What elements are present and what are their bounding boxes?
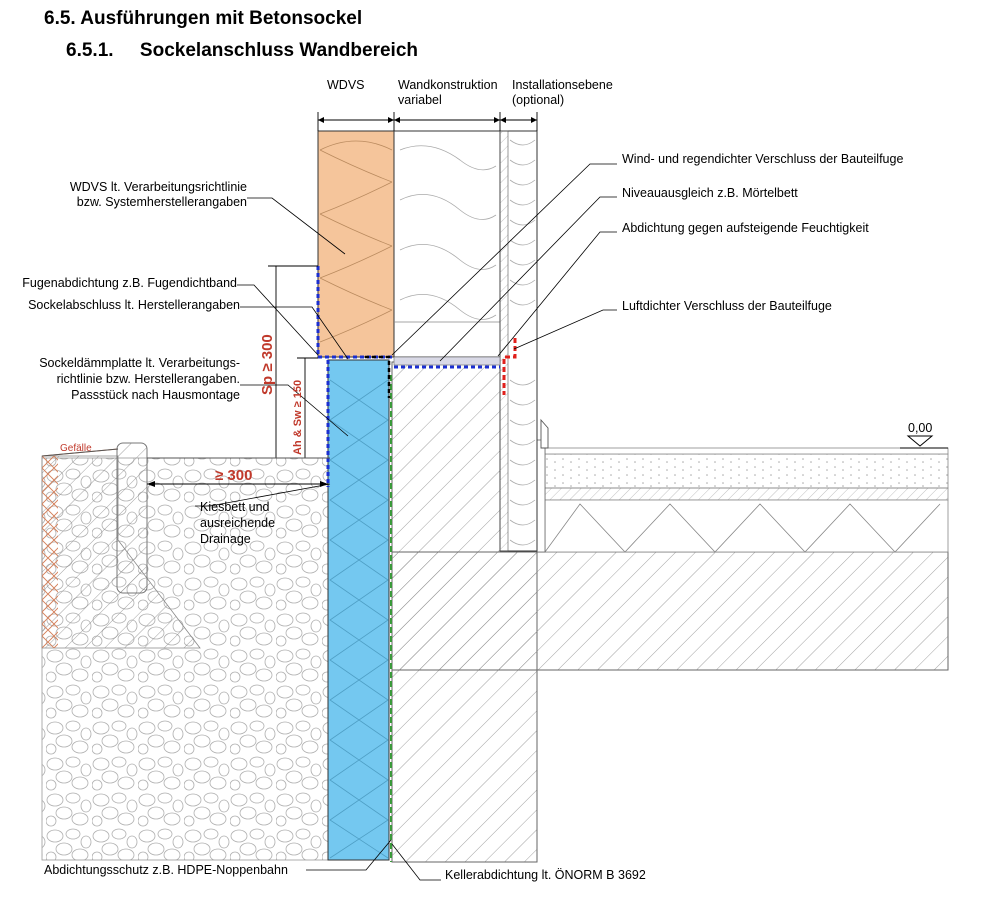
wdvs-insulation (318, 131, 394, 357)
dim-gravel-text: ≥ 300 (215, 467, 253, 484)
label-wdvs-richtlinie-2: bzw. Systemherstellerangaben (76, 195, 247, 209)
installation-layer-board (500, 131, 508, 551)
label-wdvs: WDVS (327, 78, 365, 92)
label-sockelabschluss: Sockelabschluss lt. Herstellerangaben (28, 298, 240, 312)
label-inst-2: (optional) (512, 93, 565, 107)
label-kiesbett-3: Drainage (200, 532, 251, 546)
label-abdichtung-feuchtigkeit: Abdichtung gegen aufsteigende Feuchtigkeit (622, 221, 869, 235)
label-abdichtungsschutz: Abdichtungsschutz z.B. HDPE-Noppenbahn (44, 863, 288, 877)
label-sockeldaemm-2: richtlinie bzw. Herstellerangaben. (56, 372, 240, 386)
label-level: 0,00 (908, 421, 933, 435)
edge-strip-profile (541, 420, 548, 448)
gefaelle-hatched-edge (42, 456, 58, 648)
wall-construction (394, 131, 500, 357)
floor-screed (545, 454, 948, 488)
label-kiesbett-2: ausreichende (200, 516, 276, 530)
subsection-heading: 6.5.1. Sockelanschluss Wandbereich (66, 40, 418, 61)
label-wall-2: variabel (398, 93, 442, 107)
label-kiesbett-1: Kiesbett und (200, 500, 270, 514)
label-fugenabdichtung: Fugenabdichtung z.B. Fugendichtband (22, 276, 237, 290)
label-sockeldaemm-1: Sockeldämmplatte lt. Verarbeitungs- (39, 356, 240, 370)
floor-top-line (545, 448, 948, 454)
dim-sp-text: Sp ≥ 300 (259, 334, 276, 395)
floor-slab (392, 552, 948, 670)
label-gefaelle: Gefälle (60, 443, 92, 454)
section-heading: 6.5. Ausführungen mit Betonsockel (44, 8, 363, 29)
label-wdvs-richtlinie-1: WDVS lt. Verarbeitungsrichtlinie (69, 180, 247, 194)
edge-strip (537, 440, 545, 552)
label-luftdicht: Luftdichter Verschluss der Bauteilfuge (622, 299, 832, 313)
floor-impact-insulation (545, 488, 948, 500)
label-wind: Wind- und regendichter Verschluss der Bauteilfuge (622, 152, 904, 166)
mortar-bed (394, 357, 500, 365)
dim-ah-sw-text: Ah & Sw ≥ 150 (292, 379, 304, 455)
label-inst-1: Installationsebene (512, 78, 613, 92)
level-marker (900, 436, 948, 448)
label-niveau: Niveauausgleich z.B. Mörtelbett (622, 186, 798, 200)
label-wall-1: Wandkonstruktion (398, 78, 498, 92)
curb-stone (117, 443, 147, 593)
label-sockeldaemm-3: Passstück nach Hausmontage (71, 388, 240, 402)
label-kellerabdichtung: Kellerabdichtung lt. ÖNORM B 3692 (445, 868, 646, 882)
